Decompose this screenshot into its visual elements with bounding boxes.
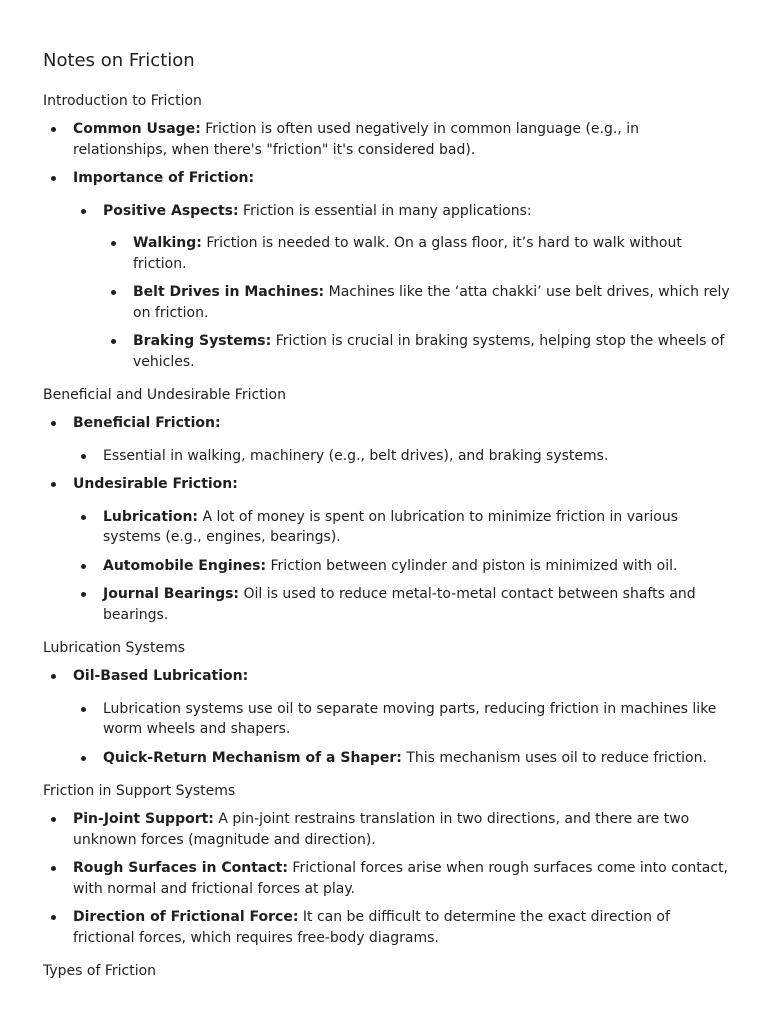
section-heading: Lubrication Systems [43,640,186,656]
item-label: Oil-Based Lubrication: [73,668,249,684]
item-label: Journal Bearings: [103,586,240,602]
item-text: It can be difficult to determine the exact direction of frictional forces, which requires free-body diagrams. [73,909,670,946]
item-label: Importance of Friction: [73,170,255,186]
item-text: This mechanism uses oil to reduce friction. [401,749,707,766]
item-label: Braking Systems: [133,333,272,349]
list-item [43,907,733,948]
item-label: Automobile Engines: [103,557,267,574]
item-text: Machines like the ‘atta chakki’ use belt drives, which rely on friction. [133,284,730,321]
item-text: Friction is crucial in braking systems, helping stop the wheels of vehicles. [133,333,725,370]
item-label: Beneficial Friction: [73,415,221,431]
item-label: Quick-Return Mechanism of a Shaper: [103,749,402,766]
bullet-list [43,413,733,625]
list-item [43,413,733,434]
item-text: Oil is used to reduce metal-to-metal contact between shafts and bearings. [103,586,696,623]
list-item [43,331,733,372]
section-lubrication-systems [43,638,733,768]
list-item [43,809,733,850]
list-item [43,507,733,548]
list-item [43,282,733,323]
section-support-systems [43,781,733,948]
item-text: Friction is essential in many applications: [238,202,532,219]
item-label: Common Usage: [73,121,201,137]
section-heading: Types of Friction [43,963,157,979]
item-text: Friction between cylinder and piston is minimized with oil. [266,557,678,574]
list-item [43,699,733,740]
list-item [43,233,733,274]
list-item [43,584,733,625]
bullet-list [43,666,733,768]
section-heading: Friction in Support Systems [43,783,236,799]
section-types-of-friction [43,961,733,981]
bullet-list [43,119,733,372]
document-page [43,48,733,994]
item-text: Frictional forces arise when rough surfaces come into contact, with normal and frictional forces at play. [73,860,729,897]
list-item [43,201,733,222]
item-label: Belt Drives in Machines: [133,284,325,300]
bullet-list [43,809,733,948]
item-text: Friction is needed to walk. On a glass floor, it’s hard to walk without friction. [133,235,682,272]
item-label: Positive Aspects: [103,202,239,219]
item-label: Walking: [133,235,202,251]
item-text: Essential in walking, machinery (e.g., belt drives), and braking systems. [103,447,609,464]
item-text: A pin-joint restrains translation in two directions, and there are two unknown forces (magnitude and direction). [73,811,690,848]
item-label: Undesirable Friction: [73,476,238,492]
list-item [43,446,733,467]
item-text: A lot of money is spent on lubrication to minimize friction in various systems (e.g., engines, bearings). [103,508,678,545]
item-label: Pin-Joint Support: [73,811,214,827]
page-title: Notes on Friction [43,50,195,71]
list-item [43,168,733,189]
list-item [43,748,733,769]
list-item [43,119,733,160]
item-text: Lubrication systems use oil to separate moving parts, reducing friction in machines like worm wheels and shapers. [103,700,717,737]
list-item [43,858,733,899]
item-label: Rough Surfaces in Contact: [73,860,288,876]
item-text: Friction is often used negatively in common language (e.g., in relationships, when there's "friction" it's considered bad). [73,121,639,158]
list-item [43,556,733,577]
item-label: Direction of Frictional Force: [73,909,299,925]
section-beneficial-undesirable [43,385,733,625]
section-introduction [43,91,733,372]
section-heading: Beneficial and Undesirable Friction [43,387,286,403]
list-item [43,666,733,687]
list-item [43,474,733,495]
item-label: Lubrication: [103,508,199,525]
section-heading: Introduction to Friction [43,93,202,109]
